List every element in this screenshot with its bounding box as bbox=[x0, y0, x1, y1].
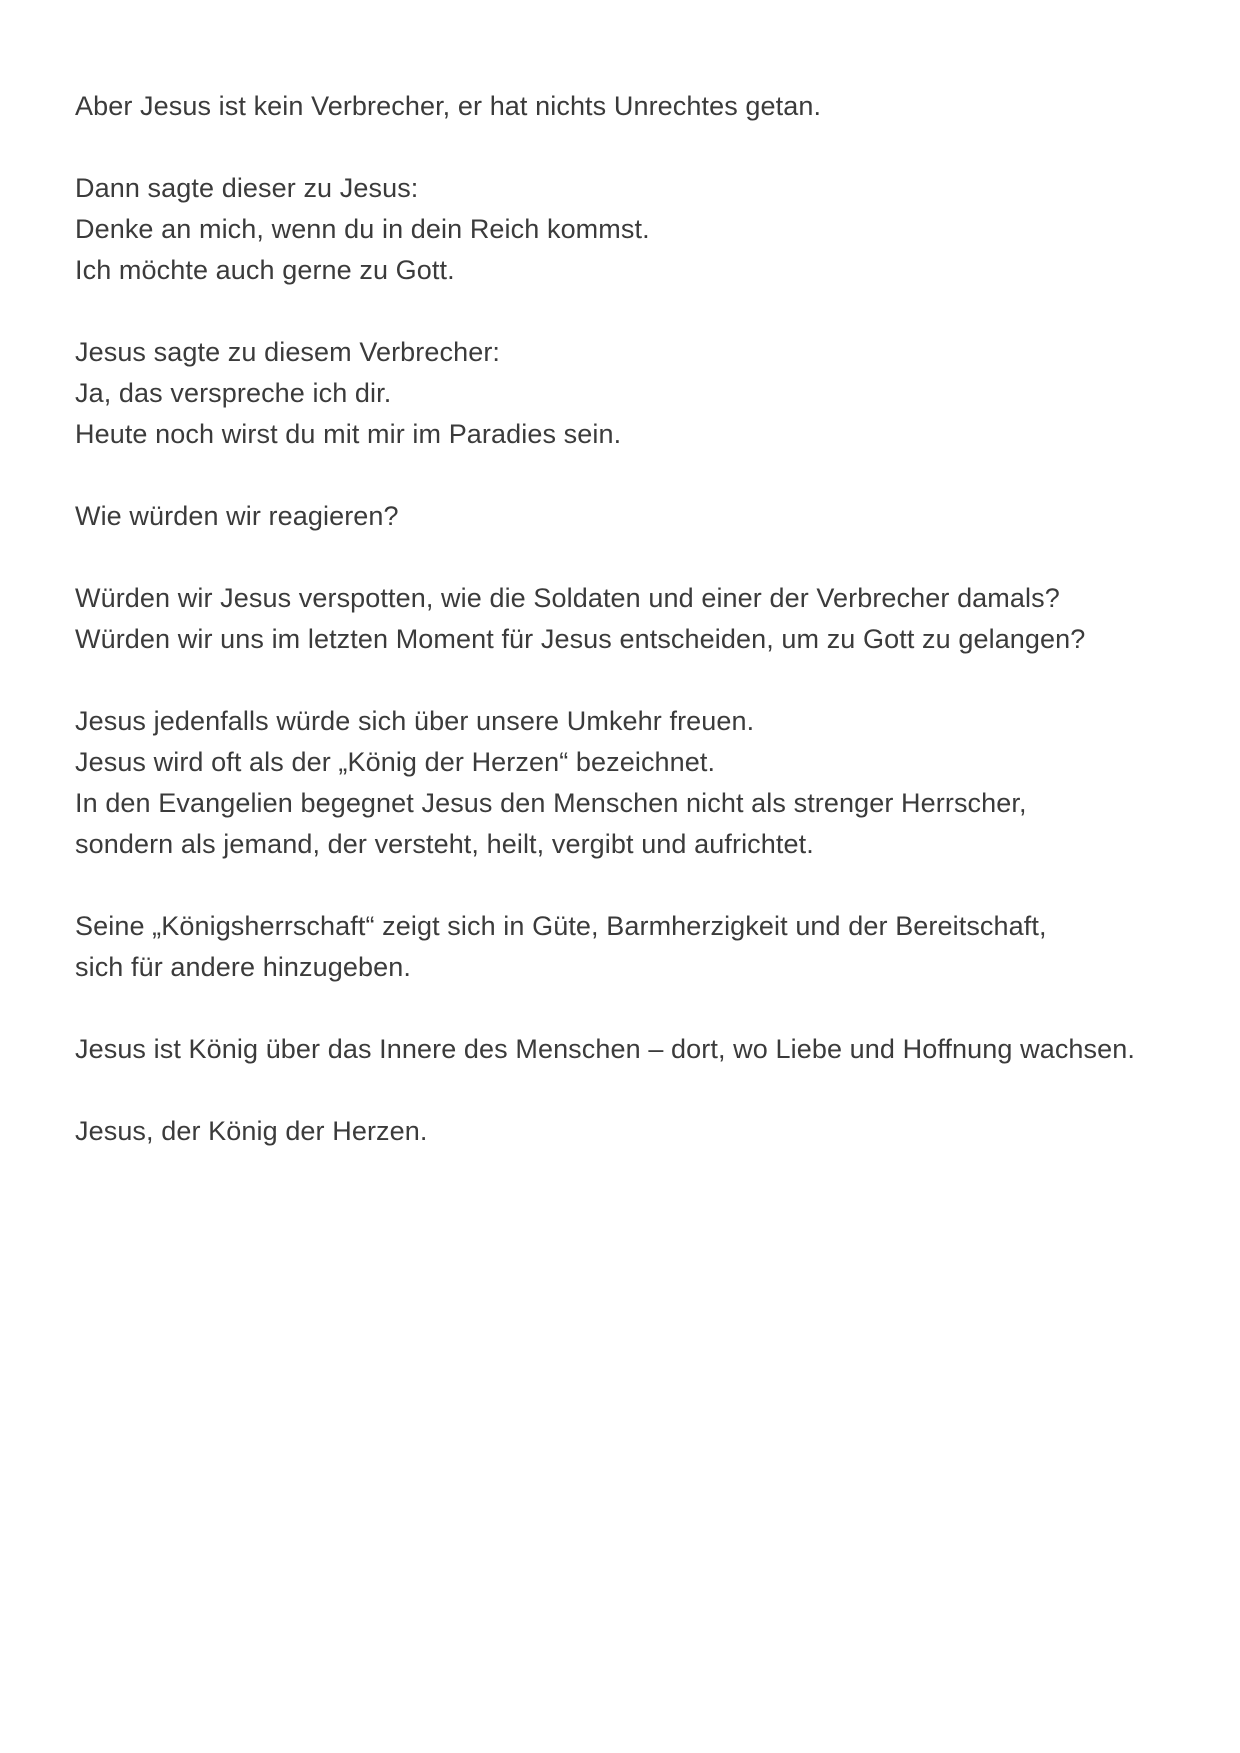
text-line: Jesus jedenfalls würde sich über unsere Umkehr freuen. bbox=[75, 706, 755, 736]
document-text-body bbox=[75, 86, 1180, 1152]
text-line: Jesus sagte zu diesem Verbrecher: bbox=[75, 337, 501, 367]
text-line: In den Evangelien begegnet Jesus den Menschen nicht als strenger Herrscher, bbox=[75, 788, 1027, 818]
paragraph bbox=[75, 1029, 1180, 1070]
paragraph bbox=[75, 86, 1180, 127]
paragraph bbox=[75, 578, 1180, 660]
text-line: Jesus ist König über das Innere des Menschen – dort, wo Liebe und Hoffnung wachsen. bbox=[75, 1034, 1135, 1064]
text-line: Heute noch wirst du mit mir im Paradies sein. bbox=[75, 419, 622, 449]
text-line: Wie würden wir reagieren? bbox=[75, 501, 399, 531]
text-line: Würden wir uns im letzten Moment für Jesus entscheiden, um zu Gott zu gelangen? bbox=[75, 624, 1086, 654]
paragraph bbox=[75, 496, 1180, 537]
text-line: Ja, das verspreche ich dir. bbox=[75, 378, 392, 408]
text-line: Jesus wird oft als der „König der Herzen“ bezeichnet. bbox=[75, 747, 716, 777]
text-line: Aber Jesus ist kein Verbrecher, er hat nichts Unrechtes getan. bbox=[75, 91, 822, 121]
text-line: Würden wir Jesus verspotten, wie die Soldaten und einer der Verbrecher damals? bbox=[75, 583, 1060, 613]
paragraph bbox=[75, 906, 1180, 988]
text-line: Dann sagte dieser zu Jesus: bbox=[75, 173, 419, 203]
paragraph bbox=[75, 332, 1180, 455]
text-line: Ich möchte auch gerne zu Gott. bbox=[75, 255, 455, 285]
paragraph bbox=[75, 168, 1180, 291]
text-line: sich für andere hinzugeben. bbox=[75, 952, 411, 982]
paragraph bbox=[75, 701, 1180, 865]
text-line: Seine „Königsherrschaft“ zeigt sich in Güte, Barmherzigkeit und der Bereitschaft, bbox=[75, 911, 1047, 941]
paragraph bbox=[75, 1111, 1180, 1152]
text-line: Denke an mich, wenn du in dein Reich kommst. bbox=[75, 214, 650, 244]
text-line: Jesus, der König der Herzen. bbox=[75, 1116, 428, 1146]
text-line: sondern als jemand, der versteht, heilt, vergibt und aufrichtet. bbox=[75, 829, 814, 859]
